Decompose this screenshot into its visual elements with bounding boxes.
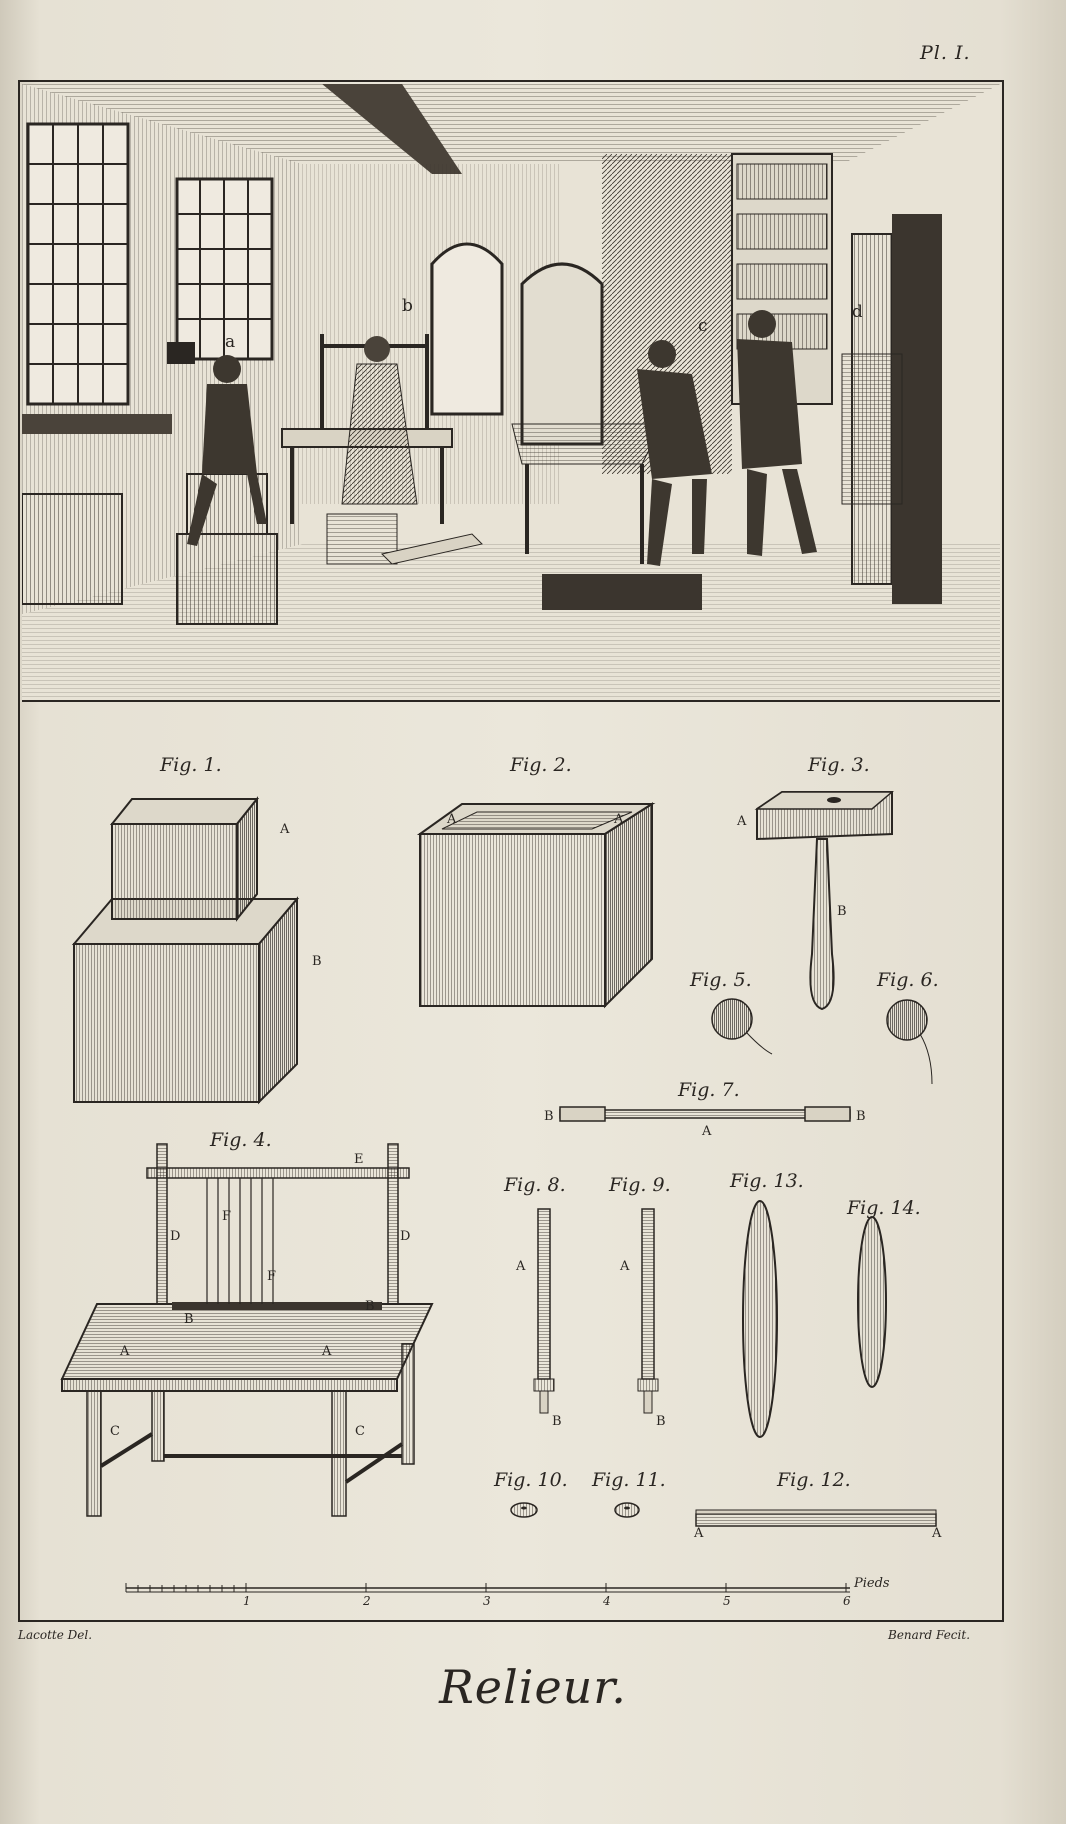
scale-unit: Pieds	[854, 1576, 890, 1591]
fig7-label: Fig. 7.	[678, 1079, 740, 1101]
plate-title: Relieur.	[439, 1660, 627, 1714]
beating-stone-base	[177, 534, 277, 624]
fig7-drawing	[560, 1107, 850, 1121]
fig11-drawing	[615, 1503, 639, 1517]
fig4-letter-c1: C	[110, 1424, 120, 1439]
fig3-letter-a: A	[737, 814, 747, 829]
fig12-letter-a2: A	[932, 1526, 942, 1541]
credit-engraver: Benard Fecit.	[888, 1628, 971, 1642]
fig1-letter-a: A	[280, 822, 290, 837]
fig7-letter-b2: B	[856, 1109, 866, 1124]
fig2-label: Fig. 2.	[510, 754, 572, 776]
worker-letter-a: a	[225, 332, 236, 352]
fig4-drawing	[62, 1144, 432, 1516]
worker-letter-d: d	[852, 302, 863, 322]
fig3-label: Fig. 3.	[808, 754, 870, 776]
fig9-drawing	[638, 1209, 658, 1413]
bench	[22, 414, 172, 434]
fig4-label: Fig. 4.	[210, 1129, 272, 1151]
fig5-drawing	[712, 999, 752, 1039]
fig4-letter-a1: A	[120, 1344, 130, 1359]
stone-block	[22, 494, 122, 604]
fig8-letter-a: A	[516, 1259, 526, 1274]
worker-letter-b: b	[402, 296, 413, 316]
fig4-letter-f2: F	[267, 1269, 277, 1284]
fig3-drawing	[757, 792, 892, 1009]
fig4-letter-e: E	[354, 1152, 364, 1167]
fig4-letter-f1: F	[222, 1209, 232, 1224]
fig1-drawing	[74, 799, 297, 1102]
fig10-label: Fig. 10.	[494, 1469, 568, 1491]
plate-number: Pl. I.	[920, 42, 971, 64]
pressed-books	[842, 354, 902, 504]
scale-tick-1: 1	[243, 1594, 251, 1608]
fig13-drawing	[743, 1201, 777, 1437]
scale-tick-6: 6	[843, 1594, 851, 1608]
scale-tick-3: 3	[483, 1594, 491, 1608]
fig8-drawing	[534, 1209, 554, 1413]
scale-bar	[126, 1583, 850, 1592]
worker-letter-c: c	[698, 316, 708, 336]
fig8-letter-b: B	[552, 1414, 562, 1429]
workshop-engraving	[22, 84, 1000, 700]
fig6-thread	[920, 1034, 932, 1084]
fig2-drawing	[420, 804, 652, 1006]
fig4-letter-a2: A	[322, 1344, 332, 1359]
fig4-letter-d2: D	[400, 1229, 411, 1244]
fig4-letter-b1: B	[184, 1312, 194, 1327]
fig9-label: Fig. 9.	[609, 1174, 671, 1196]
fig1-label: Fig. 1.	[160, 754, 222, 776]
floor-board	[542, 574, 702, 610]
fig2-letter-a1: A	[447, 812, 457, 827]
fig4-letter-b2: B	[365, 1299, 375, 1314]
fig2-letter-a2: A	[614, 812, 624, 827]
credit-draughtsman: Lacotte Del.	[18, 1628, 93, 1642]
fig6-drawing	[887, 1000, 927, 1040]
fig12-drawing	[696, 1510, 936, 1526]
scale-tick-5: 5	[723, 1594, 731, 1608]
fig9-letter-a: A	[620, 1259, 630, 1274]
fig12-label: Fig. 12.	[777, 1469, 851, 1491]
workshop-scene	[22, 84, 1000, 702]
scale-tick-4: 4	[603, 1594, 611, 1608]
figures-area	[22, 704, 1000, 1618]
fig3-letter-b: B	[837, 904, 847, 919]
arched-door	[522, 264, 602, 444]
fig10-drawing	[511, 1503, 537, 1517]
fig11-label: Fig. 11.	[592, 1469, 666, 1491]
fig14-label: Fig. 14.	[847, 1197, 921, 1219]
scale-tick-2: 2	[363, 1594, 371, 1608]
fig4-letter-c2: C	[355, 1424, 365, 1439]
fig9-letter-b: B	[656, 1414, 666, 1429]
fig7-letter-b1: B	[544, 1109, 554, 1124]
fig8-label: Fig. 8.	[504, 1174, 566, 1196]
fig7-letter-a: A	[702, 1124, 712, 1139]
fig5-label: Fig. 5.	[690, 969, 752, 991]
fig12-letter-a1: A	[694, 1526, 704, 1541]
arched-window	[432, 244, 502, 414]
cutting-table	[512, 424, 662, 464]
fig14-drawing	[858, 1217, 886, 1387]
fig13-label: Fig. 13.	[730, 1170, 804, 1192]
fig4-letter-d1: D	[170, 1229, 181, 1244]
fig1-letter-b: B	[312, 954, 322, 969]
fig5-thread	[746, 1032, 772, 1054]
fig6-label: Fig. 6.	[877, 969, 939, 991]
